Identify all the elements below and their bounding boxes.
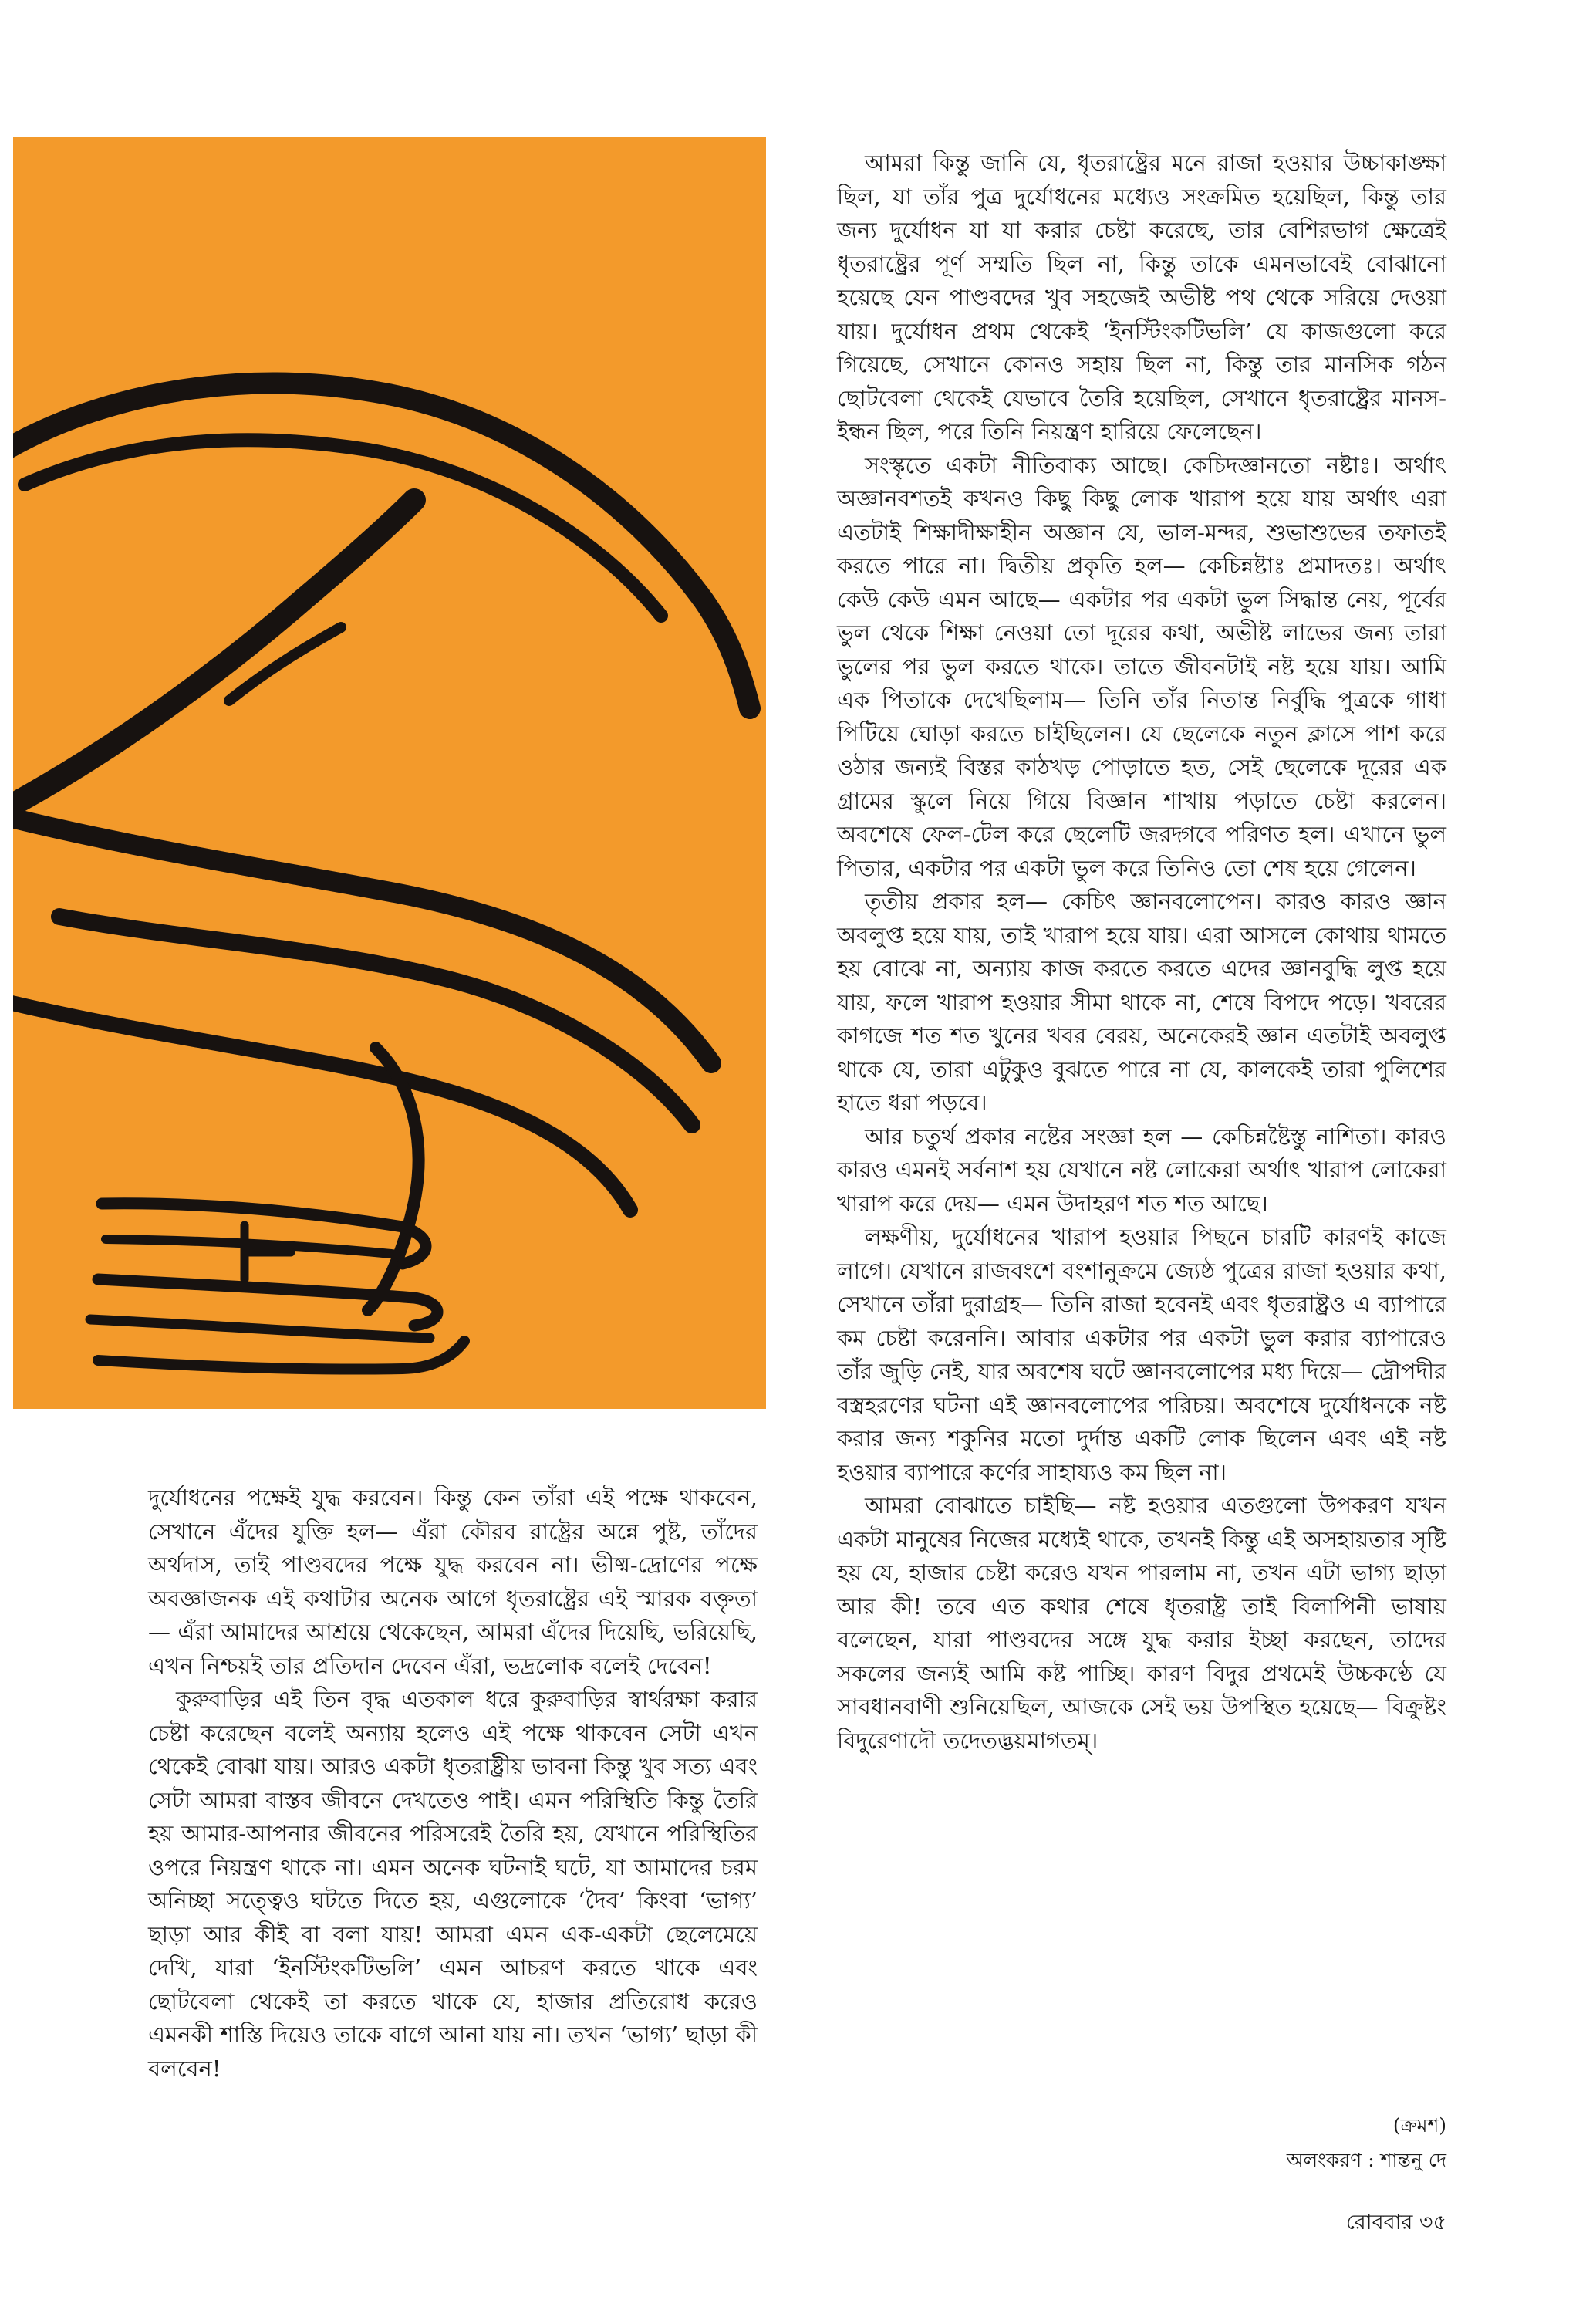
text-column-left: [148, 1481, 758, 2086]
text-column-right: [837, 147, 1446, 1758]
illustration: [13, 137, 766, 1409]
continued-marker: (ক্রমশ): [1392, 2114, 1446, 2137]
illustration-background: [13, 137, 766, 1409]
paragraph: তৃতীয় প্রকার হল— কেচিৎ জ্ঞানবলোপেন। কারও কারও জ্ঞান অবলুপ্ত হয়ে যায়, তাই খারাপ হয়ে যায়। এরা আসলে কোথায় থামতে হয় বোঝে না, অন্যায় কাজ করতে করতে এদের জ্ঞানবুদ্ধি লুপ্ত হয়ে যায়, ফলে খারাপ হওয়ার সীমা থাকে না, শেষে বিপদে পড়ে। খবরের কাগজে শত শত খুনের খবর বেরয়, অনেকেরই জ্ঞান এতটাই অবলুপ্ত থাকে যে, তারা এটুকুও বুঝতে পারে না যে, কালকেই তারা পুলিশের হাতে ধরা পড়বে।: [837, 888, 1446, 1116]
paragraph: সংস্কৃতে একটা নীতিবাক্য আছে। কেচিদজ্ঞানতো নষ্টাঃ। অর্থাৎ অজ্ঞানবশতই কখনও কিছু কিছু লোক খারাপ হয়ে যায় অর্থাৎ এরা এতটাই শিক্ষাদীক্ষাহীন অজ্ঞান যে, ভাল-মন্দর, শুভাশুভের তফাতই করতে পারে না। দ্বিতীয় প্রকৃতি হল— কেচিন্নষ্টাঃ প্রমাদতঃ। অর্থাৎ কেউ কেউ এমন আছে— একটার পর একটা ভুল সিদ্ধান্ত নেয়, পূর্বের ভুল থেকে শিক্ষা নেওয়া তো দূরের কথা, অভীষ্ট লাভের জন্য তারা ভুলের পর ভুল করতে থাকে। তাতে জীবনটাই নষ্ট হয়ে যায়। আমি এক পিতাকে দেখেছিলাম— তিনি তাঁর নিতান্ত নির্বুদ্ধি পুত্রকে গাধা পিটিয়ে ঘোড়া করতে চাইছিলেন। যে ছেলেকে নতুন ক্লাসে পাশ করে ওঠার জন্যই বিস্তর কাঠখড় পোড়াতে হত, সেই ছেলেকে দূরের এক গ্রামের স্কুলে নিয়ে গিয়ে বিজ্ঞান শাখায় পড়াতে চেষ্টা করলেন। অবশেষে ফেল-টেল করে ছেলেটি জরদ্গবে পরিণত হল। এখানে ভুল পিতার, একটার পর একটা ভুল করে তিনিও তো শেষ হয়ে গেলেন।: [837, 451, 1446, 881]
illustration-credit: অলংকরণ : শান্তনু দে: [1286, 2149, 1446, 2171]
paragraph: লক্ষণীয়, দুর্যোধনের খারাপ হওয়ার পিছনে চারটি কারণই কাজে লাগে। যেখানে রাজবংশে বংশানুক্রমে জ্যেষ্ঠ পুত্রের রাজা হওয়ার কথা, সেখানে তাঁরা দুরাগ্রহ— তিনি রাজা হবেনই এবং ধৃতরাষ্ট্রও এ ব্যাপারে কম চেষ্টা করেননি। আবার একটার পর একটা ভুল করার ব্যাপারেও তাঁর জুড়ি নেই, যার অবশেষ ঘটে জ্ঞানবলোপের মধ্য দিয়ে— দ্রৌপদীর বস্ত্রহরণের ঘটনা এই জ্ঞানবলোপের পরিচয়। অবশেষে দুর্যোধনকে নষ্ট করার জন্য শকুনির মতো দুর্দান্ত একটি লোক ছিলেন এবং এই নষ্ট হওয়ার ব্যাপারে কর্ণের সাহায্যও কম ছিল না।: [837, 1224, 1446, 1485]
paragraph: দুর্যোধনের পক্ষেই যুদ্ধ করবেন। কিন্তু কেন তাঁরা এই পক্ষে থাকবেন, সেখানে এঁদের যুক্তি হল— এঁরা কৌরব রাষ্ট্রের অন্নে পুষ্ট, তাঁদের অর্থদাস, তাই পাণ্ডবদের পক্ষে যুদ্ধ করবেন না। ভীষ্ম-দ্রোণের পক্ষে অবজ্ঞাজনক এই কথাটার অনেক আগে ধৃতরাষ্ট্রের এই স্মারক বক্তৃতা— এঁরা আমাদের আশ্রয়ে থেকেছেন, আমরা এঁদের দিয়েছি, ভরিয়েছি, এখন নিশ্চয়ই তার প্রতিদান দেবেন এঁরা, ভদ্রলোক বলেই দেবেন!: [148, 1485, 758, 1679]
paragraph: আমরা বোঝাতে চাইছি— নষ্ট হওয়ার এতগুলো উপকরণ যখন একটা মানুষের নিজের মধ্যেই থাকে, তখনই কিন্তু এই অসহায়তার সৃষ্টি হয় যে, হাজার চেষ্টা করেও যখন পারলাম না, তখন এটা ভাগ্য ছাড়া আর কী! তবে এত কথার শেষে ধৃতরাষ্ট্র তাই বিলাপিনী ভাষায় বলেছেন, যারা পাণ্ডবদের সঙ্গে যুদ্ধ করার ইচ্ছা করছেন, তাদের সকলের জন্যই আমি কষ্ট পাচ্ছি। কারণ বিদুর প্রথমেই উচ্চকণ্ঠে যে সাবধানবাণী শুনিয়েছিল, আজকে সেই ভয় উপস্থিত হয়েছে— বিক্রুষ্টং বিদুরেণাদৌ তদেতদ্ভয়মাগতম্।: [837, 1492, 1446, 1754]
paragraph: কুরুবাড়ির এই তিন বৃদ্ধ এতকাল ধরে কুরুবাড়ির স্বার্থরক্ষা করার চেষ্টা করেছেন বলেই অন্যায় হলেও এই পক্ষে থাকবেন সেটা এখন থেকেই বোঝা যায়। আরও একটা ধৃতরাষ্ট্রীয় ভাবনা কিন্তু খুব সত্য এবং সেটা আমরা বাস্তব জীবনে দেখতেও পাই। এমন পরিস্থিতি কিন্তু তৈরি হয় আমার-আপনার জীবনের পরিসরেই তৈরি হয়, যেখানে পরিস্থিতির ওপরে নিয়ন্ত্রণ থাকে না। এমন অনেক ঘটনাই ঘটে, যা আমাদের চরম অনিচ্ছা সত্ত্বেও ঘটতে দিতে হয়, এগুলোকে ‘দৈব’ কিংবা ‘ভাগ্য’ ছাড়া আর কীই বা বলা যায়! আমরা এমন এক-একটা ছেলেমেয়ে দেখি, যারা ‘ইনস্টিংকটিভলি’ এমন আচরণ করতে থাকে এবং ছোটবেলা থেকেই তা করতে থাকে যে, হাজার প্রতিরোধ করেও এমনকী শাস্তি দিয়েও তাকে বাগে আনা যায় না। তখন ‘ভাগ্য’ ছাড়া কী বলবেন!: [148, 1686, 758, 2082]
paragraph: আর চতুর্থ প্রকার নষ্টের সংজ্ঞা হল — কেচিন্নষ্টৈস্তু নাশিতা। কারও কারও এমনই সর্বনাশ হয় যেখানে নষ্ট লোকেরা অর্থাৎ খারাপ লোকেরা খারাপ করে দেয়— এমন উদাহরণ শত শত আছে।: [837, 1123, 1446, 1217]
paragraph: আমরা কিন্তু জানি যে, ধৃতরাষ্ট্রের মনে রাজা হওয়ার উচ্চাকাঙ্ক্ষা ছিল, যা তাঁর পুত্র দুর্যোধনের মধ্যেও সংক্রমিত হয়েছিল, কিন্তু তার জন্য দুর্যোধন যা যা করার চেষ্টা করেছে, তার বেশিরভাগ ক্ষেত্রেই ধৃতরাষ্ট্রের পূর্ণ সম্মতি ছিল না, কিন্তু তাকে এমনভাবেই বোঝানো হয়েছে যেন পাণ্ডবদের খুব সহজেই অভীষ্ট পথ থেকে সরিয়ে দেওয়া যায়। দুর্যোধন প্রথম থেকেই ‘ইনস্টিংকটিভলি’ যে কাজগুলো করে গিয়েছে, সেখানে কোনও সহায় ছিল না, কিন্তু তার মানসিক গঠন ছোটবেলা থেকেই যেভাবে তৈরি হয়েছিল, সেখানে ধৃতরাষ্ট্রের মানস-ইন্ধন ছিল, পরে তিনি নিয়ন্ত্রণ হারিয়ে ফেলেছেন।: [837, 150, 1446, 444]
page-folio: রোববার ৩৫: [1345, 2211, 1446, 2234]
